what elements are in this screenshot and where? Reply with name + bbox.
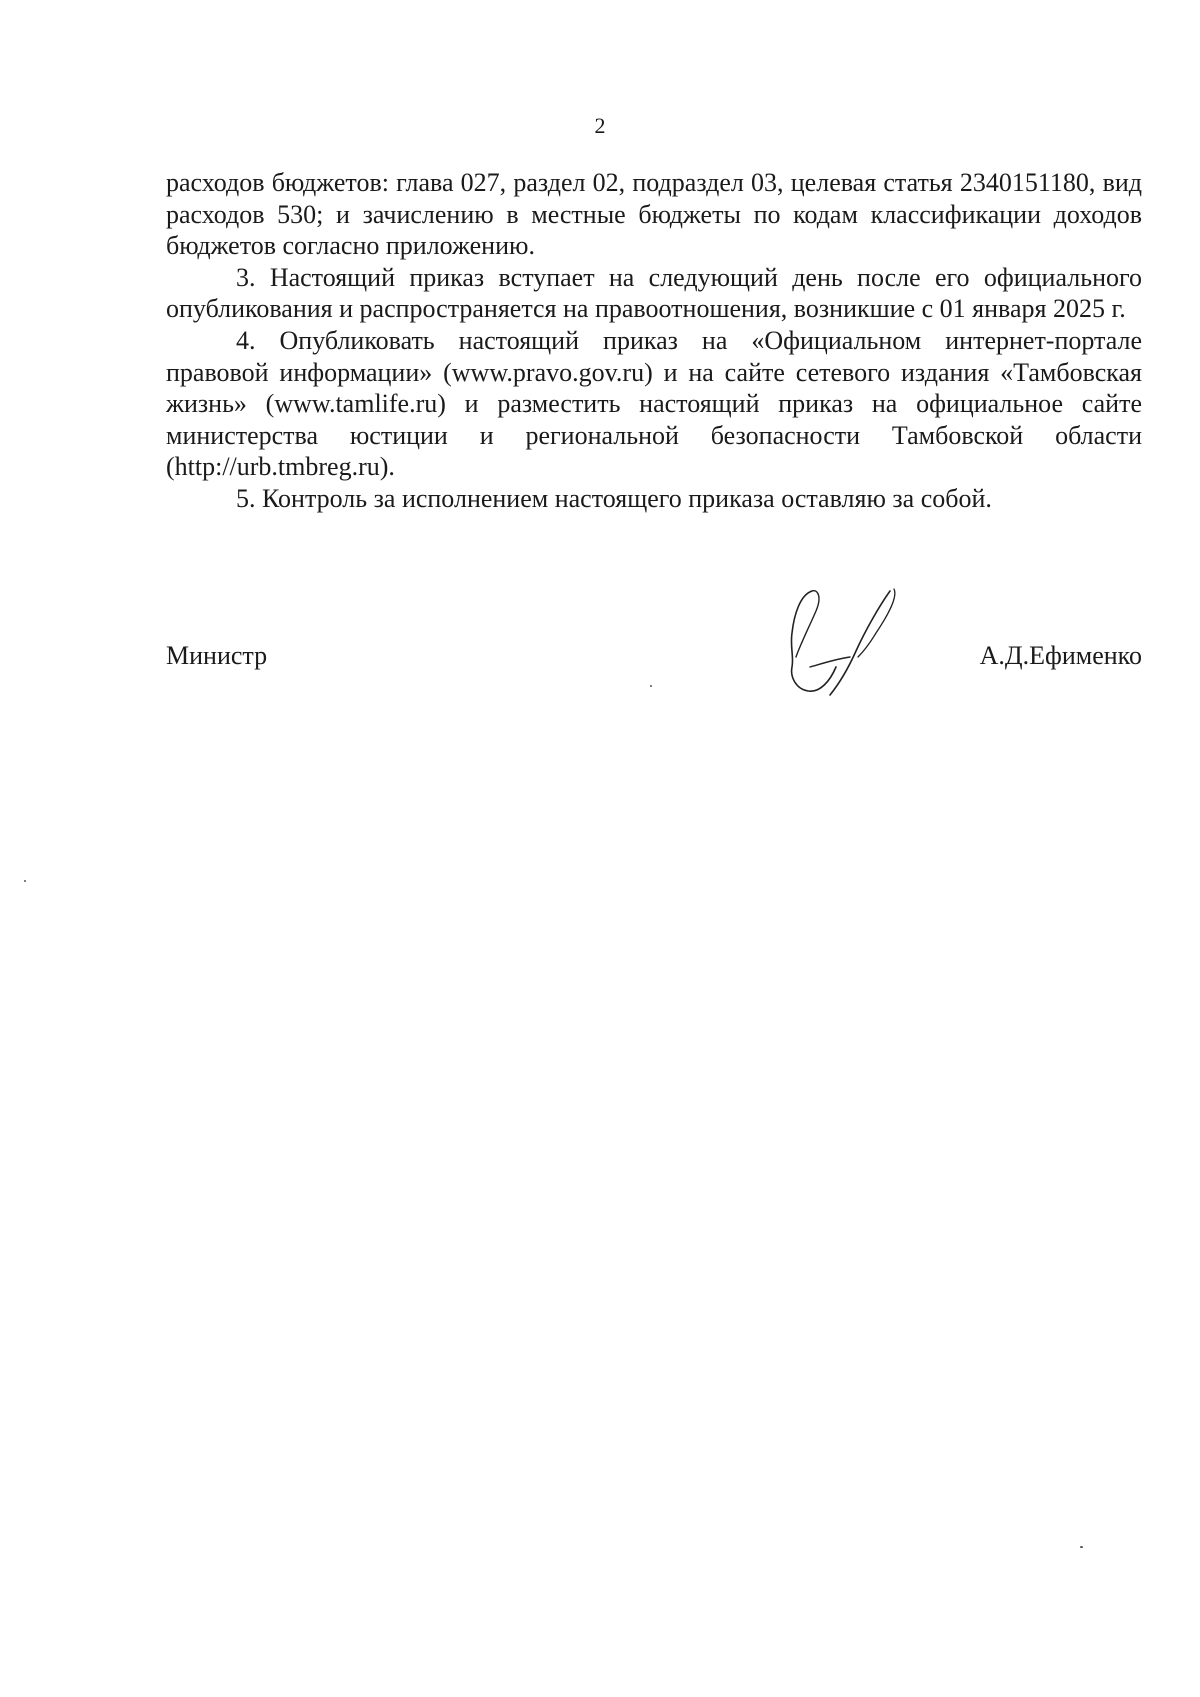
document-body <box>166 167 1142 515</box>
signature-block <box>166 640 1142 680</box>
scan-speck <box>24 880 26 882</box>
paragraph-3: 3. Настоящий приказ вступает на следующий день после его официального опубликования и распространяется на правоотношения, возникшие с 01 января 2025 г. <box>166 262 1142 324</box>
paragraph-5: 5. Контроль за исполнением настоящего приказа оставляю за собой. <box>236 483 992 513</box>
paragraph-4: 4. Опубликовать настоящий приказ на «Официальном интернет-портале правовой информации» (www.pravo.gov.ru) и на сайте сетевого издания «Тамбовская жизнь» (www.tamlife.ru) и разместить настоящий приказ на официальное сайте министерства юстиции и региональной безопасности Тамбовской области (http://urb.tmbreg.ru). <box>166 325 1142 482</box>
scan-speck <box>650 685 652 687</box>
page-number: 2 <box>594 113 606 138</box>
scan-speck <box>1080 1546 1083 1548</box>
signer-title: Министр <box>166 641 268 670</box>
paragraph-continuation: расходов бюджетов: глава 027, раздел 02, подраздел 03, целевая статья 2340151180, вид расходов 530; и зачислению в местные бюджеты по кодам классификации доходов бюджетов согласно приложению. <box>166 168 1142 261</box>
signer-name: А.Д.Ефименко <box>979 641 1142 670</box>
handwritten-signature <box>770 585 910 700</box>
